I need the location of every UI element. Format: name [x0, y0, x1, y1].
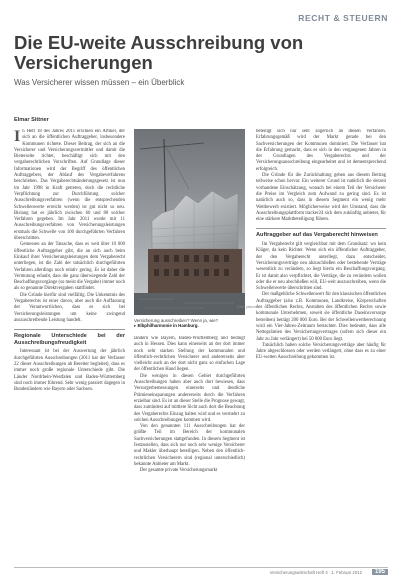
paragraph: Tatsächlich haben solche Versicherungsverträge aber häufig für Jahre abgeschlossen oder werden verlängert, ohne dass es zu einer EU-weiten Ausschreibung gekommen ist.	[256, 342, 386, 361]
drop-cap: I	[14, 129, 21, 145]
paragraph: Gemessen an der Tatsache, dass es weit über 10 000 öffentliche Auftraggeber gibt, die an sich auch beim Einkauf ihrer Versicherungsleistungen dem Vergaberecht unterliegen, ist die Zahl der tatsächlich durchgeführten Verfahren allerdings noch relativ gering. Es ist daher die Vermutung erlaubt, dass die ganz überwiegende Zahl der Beschaffungsvorgänge (so meist die Vergabe) immer noch als so genannte Direktvergaben stattfindet.	[14, 242, 125, 292]
article-title: Die EU-weite Ausschreibung von Versicherungen	[14, 32, 304, 73]
lead-paragraph	[14, 129, 125, 242]
lead-text: n Heft 18 des Jahres 2011 erschien ein Artikel, der sich an die öffentlichen Auftraggeber, insbesondere Kommunen richtete. Dieser Beitrag, der sich an die Versicherer und Versicherungsvermittler und damit die Bieterseite richtet, beschäftigt sich mit den vergaberechtlichen Vorschriften. Auf Grundlage dieser Informationen wird der Begriff des öffentlichen Auftraggebers, der Ablauf des Vergabeverfahrens beschrieben. Das Vergaberechtsänderungsgesetz ist nun im Jahr 1998 in Kraft getreten, doch die rechtliche Verpflichtung zur Durchführung solcher Ausschreibungsverfahren (wenn die entsprechenden Schwellenwerte erreicht werden) ist gut nicht so neu. Bislang hat es jährlich zwischen 60 und 80 solcher Verfahren gegeben. Im Jahr 2011 wurde mit 11 Ausschreibungsverfahren von Versicherungsleistungen erstmals die Schwelle von 100 durchgeführten Verfahren überschritten.	[14, 129, 125, 242]
caption-label: Elbphilharmonie in Hamburg.	[137, 323, 199, 329]
paragraph: Der gesamte private Versicherungsmarkt	[140, 468, 218, 474]
section-heading: Auftraggeber auf das Vergaberecht hinweisen	[256, 228, 386, 239]
author-name: Elmar Sittner	[14, 117, 49, 123]
paragraph: Im Vergaberecht gilt vergleichbar mit dem Grundsatz: wo kein Kläger, da kein Richter. Wenn sich ein öffentlicher Auftraggeber, der den Vergaberecht unterliegt, dazu entscheidet, Versicherungsverträge neu abzuschließen oder bestehende Verträge wesentlich zu verändern, so liegt hierin ein Beschaffungsvorgang. Er ist damit also verpflichtet, die Verträge, die zu verändern wollen oder die er neu abschließen will, EU-weit auszuschreiben, wenn die Schwellenwerte überschritten sind.	[256, 242, 386, 292]
article-photo	[134, 129, 245, 315]
text-column-2	[134, 336, 245, 557]
paragraph: Der maßgebliche Schwellenwert für den klassischen öffentlichen Auftraggeber (also z.B. Kommunen, Landkreise, Körperschaften des öffentlichen Rechts, Anstalten des öffentlichen Rechts sowie kommunale Unternehmen, soweit sie öffentliche Daseinsvorsorge betreiben) beträgt 200 000 Euro. Bei der Schwellenwertberechnung wird ein Vier-Jahres-Zeitraum betrachtet. Dies bedeutet, dass alle Nettoprämien des Versicherungsvertrages (sofern sich dieser ein Jahr zu Jahr verlängert) bei 50 000 Euro liegt.	[256, 292, 386, 342]
paragraph: beteiligt sich nur sehr zögerlich an diesen Verfahren. Erfahrungsgemäß wird der Markt gerade bei den Sachversicherungen der Kommunen dominiert. Die Verfasser hat die Erfahrung gemacht, dass es sich in den vergangenen Jahren in der Grundlagen des Vergaberechts und der Versicherungsausschreibung eingearbeitet und ist dementsprechend erfolgreich.	[256, 129, 386, 172]
article-subtitle: Was Versicherer wissen müssen – ein Überblick	[14, 78, 185, 87]
text-column-1	[14, 129, 125, 557]
caption-marker: ▸	[134, 323, 138, 329]
paragraph: Interessant ist bei der Auswertung der jährlich durchgeführten Ausschreibungen (2011 hat der Verfasser 22 dieser Ausschreibungen ab Bereiter begleitet), dass es immer noch große regionale Unterschiede gibt. Die Länder Nordrhein-Westfalen und Baden-Württemberg sind noch immer führend. Sehr wenig passiert dagegen in Bundesländern wie Bayern oder Sachsen.	[14, 349, 125, 393]
publication-info: Versicherungswirtschaft Heft 3 · 1. Februar 2012	[269, 570, 362, 575]
paragraph: Die Gründe für die Zurückhaltung gehen aus diesem Beitrag teilweise schon hervor. Ein weiterer Grund ist natürlich die derzeit vorhandene Einschätzung, wonach bei einem Teil der Versicherer die Preise im Vergleich zum Aufwand zu gering sind. Es ist natürlich auch so, dass in diesem Segment ein wenig mehr Wettbewerb existiert. Möglicherweise wird der Umstand, dass die Ausschreibungsplattform tracker24 sich dem zukünftig anbietet, für eine stärkere Marktbeteiligung führen.	[256, 173, 386, 223]
section-label: RECHT & STEUERN	[298, 13, 388, 23]
paragraph: ländern wie Bayern, Baden-Württemberg und bedingt auch in Hessen. Dies kann einerseits an der dort immer noch sehr starken Stellung der kommunalen und öffentlich-rechtlichen Versicherer und andererseits aber vielleicht auch an der dort nicht ganz so einfachen Lage der öffentlichen Hand liegen.	[134, 336, 245, 373]
photo-caption	[134, 318, 245, 329]
page-footer	[14, 567, 388, 577]
elbphilharmonie-photo	[134, 129, 245, 315]
paragraph: Die Gründe hierfür sind vielfältig. Die Unkenntnis des Vergaberechts ist einer davon, aber auch die Auffassung der Verantwortlichen, dass es sich bei Versicherungsleistungen um keine zwingend auszuschreibende Leistung handelt.	[14, 292, 125, 323]
text-column-3	[256, 129, 386, 557]
photo-credit: Foto: picture	[237, 305, 257, 309]
page-number: 195	[372, 569, 388, 575]
caption-question: Versicherung ausschreiben? Wenn ja, wie?	[134, 318, 219, 323]
paragraph: Die wenigen in diesen Gebiet durchgeführten Ausschreibungen haben aber auch dort bewiesen, dass Versorgerbemessungen einerseits und deutliche Prämieneinsparungen andererseits durch die Verfahren erzielbar sind. Es ist an dieser Stelle die Prognose gewagt, dass zumindest auf mittlere Sicht auch dort die Beachtung des Vergaberechts Einzug halten wird und es vermehrt zu solchen Ausschreibungen kommen wird.	[134, 373, 245, 423]
paragraph: Von den genannten 111 Ausschreibungen hat der größte Teil im Bereich der kommunalen Sachversicherungen stattgefunden. In diesem Segment ist festzustellen, dass sich nur noch sehr wenige Versicherer und Makler überhaupt beteiligen. Neben den öffentlich-rechtlichen Versicherern sind (regional unterschiedlich) bekannte Anbieter am Markt.	[134, 424, 245, 467]
section-heading: Regionale Unterschiede bei der Ausschreibungsfreudigkeit	[14, 329, 125, 346]
